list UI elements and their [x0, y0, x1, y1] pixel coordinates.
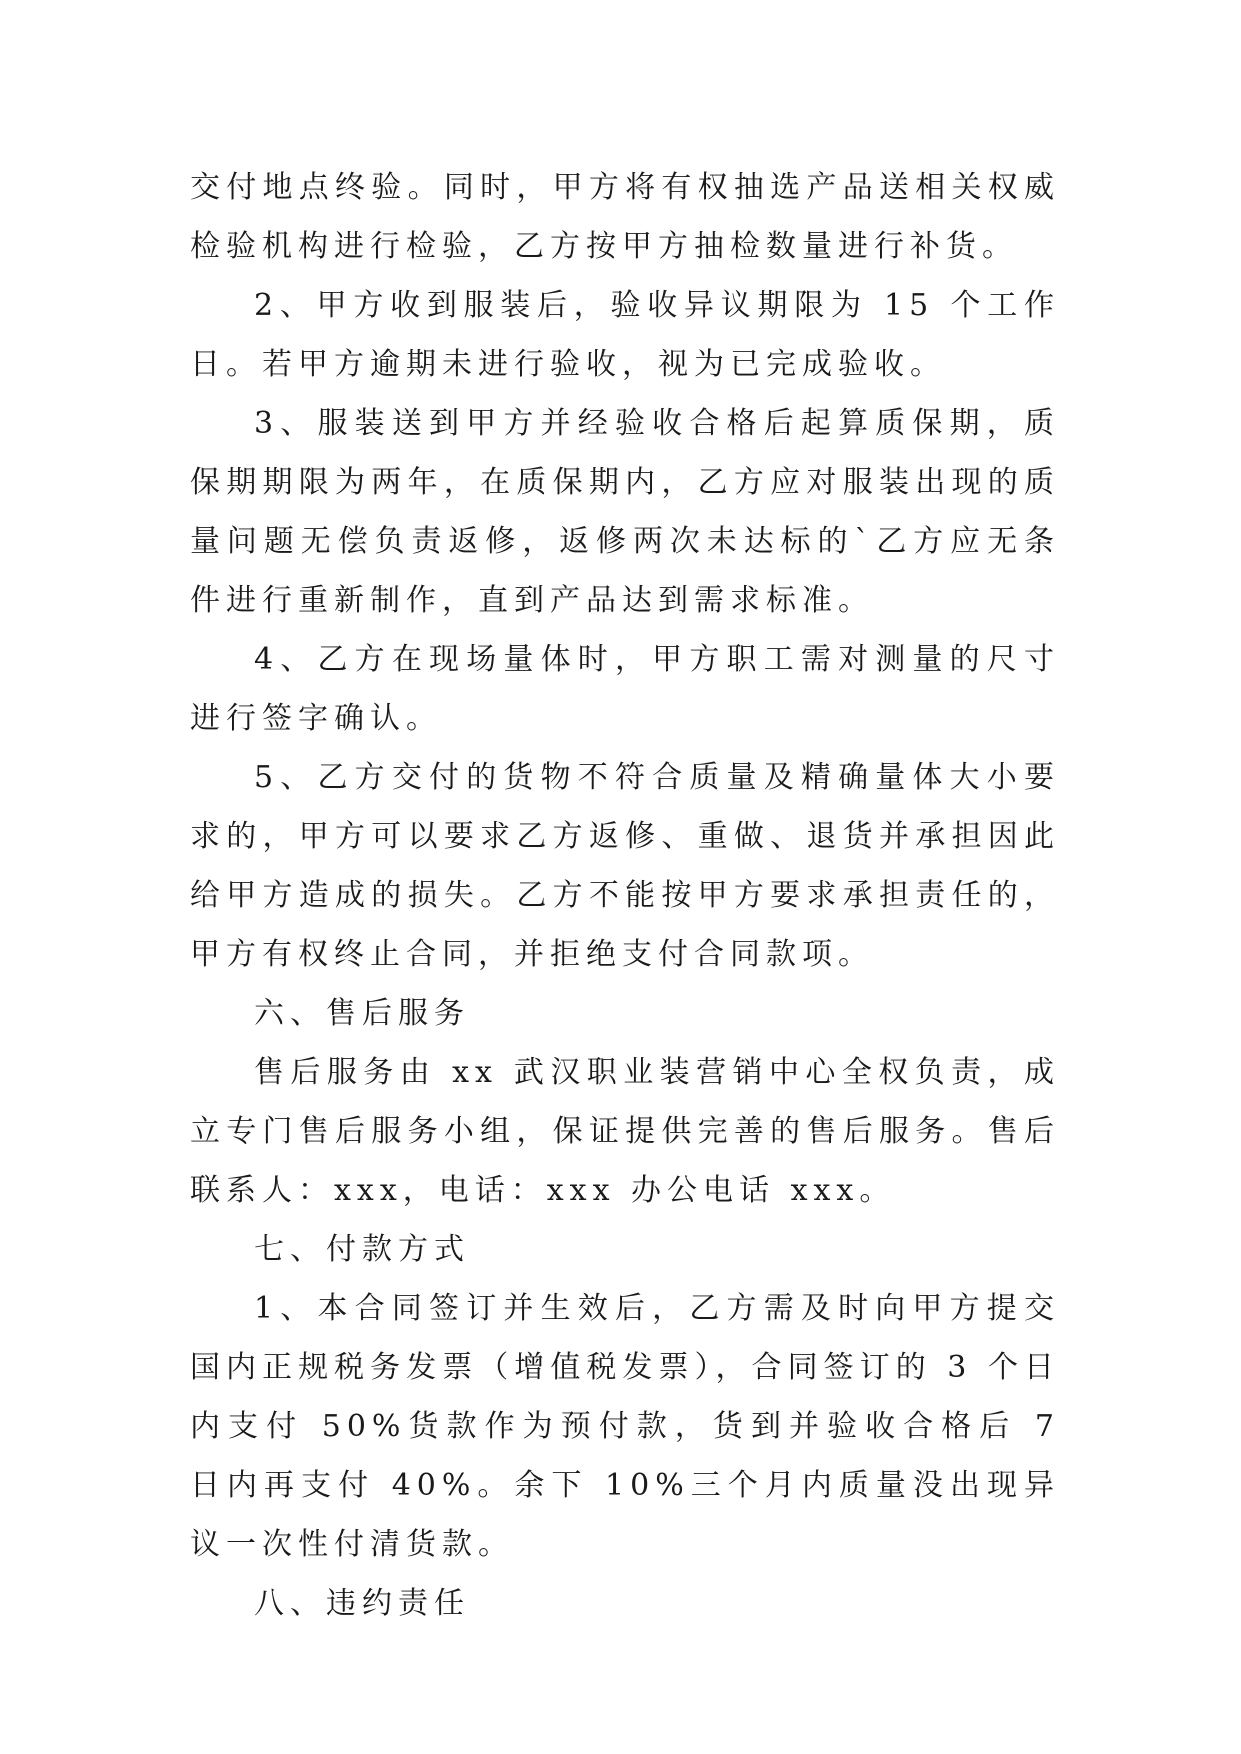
after-sales-paragraph: 售后服务由 xx 武汉职业装营销中心全权负责，成立专门售后服务小组，保证提供完善的售后服务。售后联系人：xxx，电话：xxx 办公电话 xxx。 [190, 1055, 1060, 1208]
section-heading-after-sales: 六、售后服务 [254, 996, 470, 1031]
paragraph-continuation: 交付地点终验。同时，甲方将有权抽选产品送相关权威检验机构进行检验，乙方按甲方抽检数量进行补货。 [190, 170, 1060, 264]
clause-2: 2、甲方收到服装后，验收异议期限为 15 个工作日。若甲方逾期未进行验收，视为已完成验收。 [190, 288, 1060, 382]
section-heading-liability: 八、违约责任 [254, 1586, 470, 1621]
payment-clause-1: 1、本合同签订并生效后，乙方需及时向甲方提交国内正规税务发票（增值税发票），合同签订的 3 个日内支付 50%货款作为预付款，货到并验收合格后 7 日内再支付 40%。余下 10%三个月内质量没出现异议一次性付清货款。 [190, 1291, 1060, 1562]
clause-3: 3、服装送到甲方并经验收合格后起算质保期，质保期期限为两年，在质保期内，乙方应对服装出现的质量问题无偿负责返修，返修两次未达标的`乙方应无条件进行重新制作，直到产品达到需求标准。 [190, 406, 1060, 618]
clause-4: 4、乙方在现场量体时，甲方职工需对测量的尺寸进行签字确认。 [190, 642, 1060, 736]
document-body [190, 158, 1060, 1633]
clause-5: 5、乙方交付的货物不符合质量及精确量体大小要求的，甲方可以要求乙方返修、重做、退货并承担因此给甲方造成的损失。乙方不能按甲方要求承担责任的，甲方有权终止合同，并拒绝支付合同款项。 [190, 760, 1060, 972]
section-heading-payment: 七、付款方式 [254, 1232, 470, 1267]
